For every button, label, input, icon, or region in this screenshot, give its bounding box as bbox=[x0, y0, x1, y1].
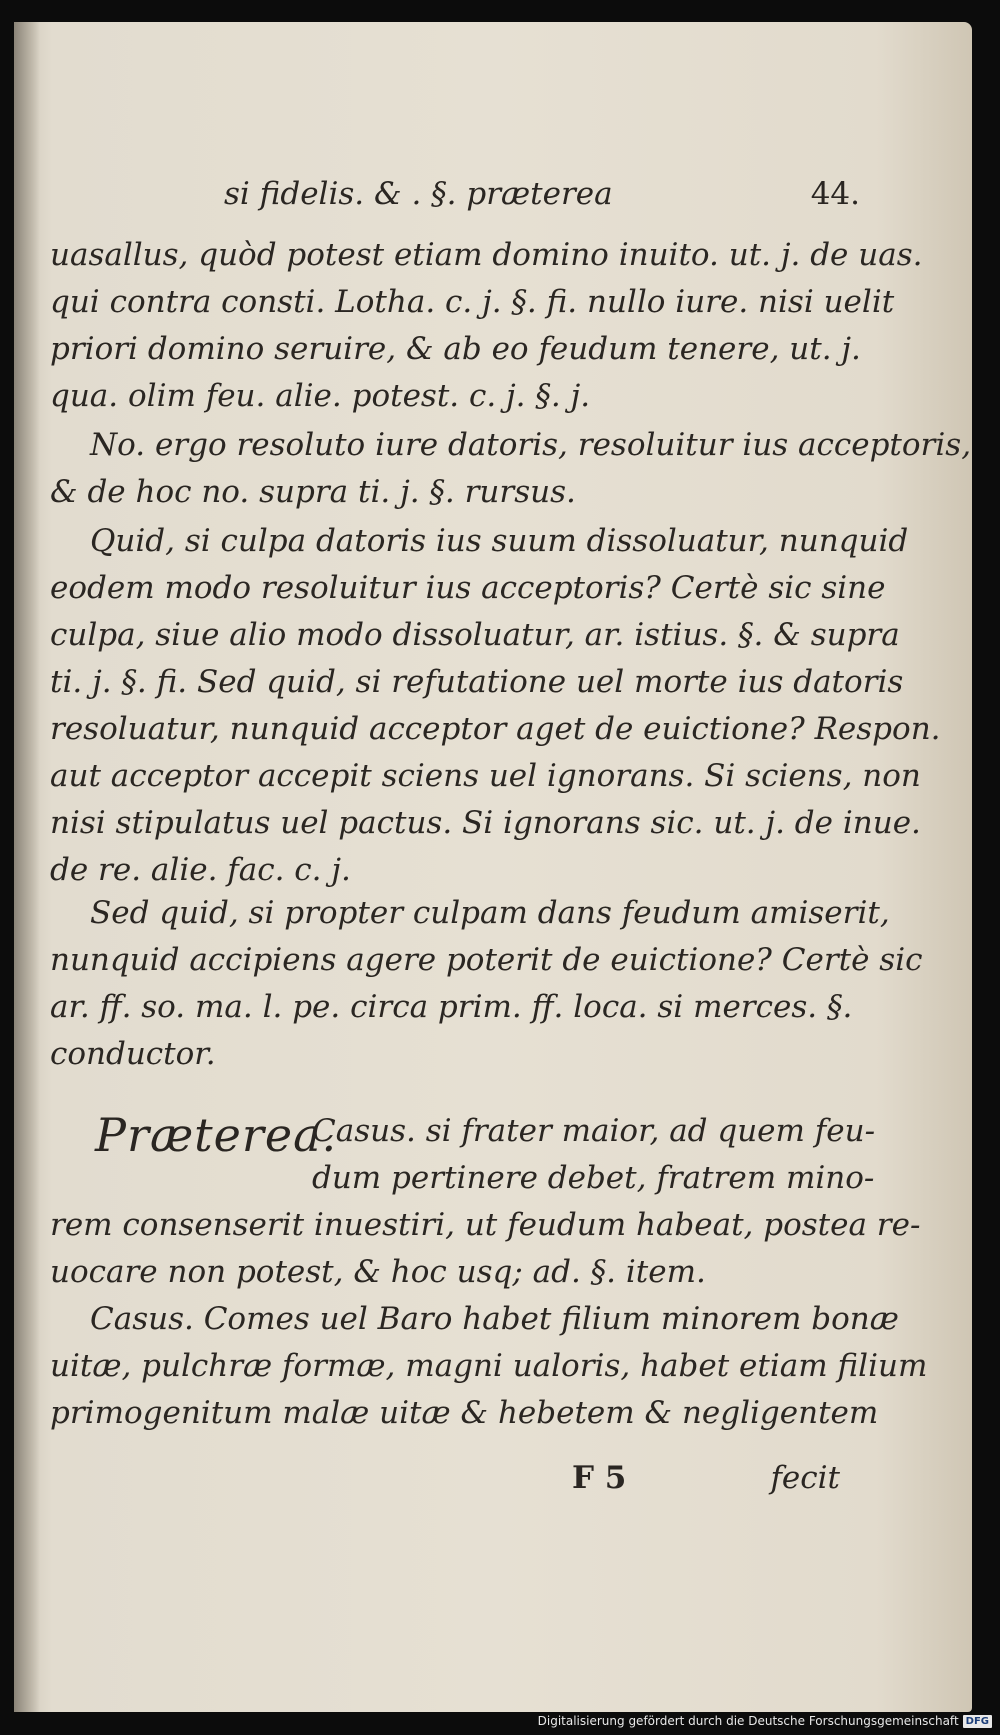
digitization-credit bbox=[538, 1709, 992, 1733]
text-line: uasallus, quòd potest etiam domino inuito. ut. j. de uas. bbox=[50, 237, 923, 273]
text-line: ar. ff. so. ma. l. pe. circa prim. ff. loca. si merces. §. bbox=[50, 989, 853, 1025]
section-lemma-praeterea: Præterea. bbox=[95, 1108, 338, 1162]
text-line: ti. j. §. fi. Sed quid, si refutatione uel morte ius datoris bbox=[50, 664, 904, 700]
dfg-logo: DFG bbox=[963, 1715, 992, 1728]
text-line: nunquid accipiens agere poterit de euictione? Certè sic bbox=[50, 942, 923, 978]
paragraph-continuation bbox=[50, 232, 923, 420]
text-line: uocare non potest, & hoc usq; ad. §. item. bbox=[50, 1254, 706, 1290]
running-header bbox=[200, 176, 860, 224]
running-title: si fidelis. & . §. præterea bbox=[224, 176, 613, 212]
credit-text: Digitalisierung gefördert durch die Deutsche Forschungsgemeinschaft bbox=[537, 1714, 959, 1728]
page-footer-signature bbox=[560, 1460, 840, 1508]
text-line: uitæ, pulchræ formæ, magni ualoris, habet etiam filium bbox=[50, 1348, 928, 1384]
text-line: & de hoc no. supra ti. j. §. rursus. bbox=[50, 474, 576, 510]
page-gutter-shadow bbox=[14, 22, 40, 1712]
casus-paragraph-part1 bbox=[312, 1108, 875, 1202]
paragraph-sed-quid bbox=[50, 890, 923, 1078]
text-line: de re. alie. fac. c. j. bbox=[50, 852, 351, 888]
text-line: eodem modo resoluitur ius acceptoris? Certè sic sine bbox=[50, 570, 886, 606]
text-line: qui contra consti. Lotha. c. j. §. fi. nullo iure. nisi uelit bbox=[50, 284, 895, 320]
page-number: 44. bbox=[810, 176, 860, 212]
paragraph-casus-comes bbox=[50, 1296, 928, 1437]
text-line: conductor. bbox=[50, 1036, 216, 1072]
text-line: resoluatur, nunquid acceptor aget de euictione? Respon. bbox=[50, 711, 941, 747]
casus-paragraph-part2 bbox=[50, 1202, 920, 1296]
paragraph-quid bbox=[50, 518, 941, 894]
text-line: No. ergo resoluto iure datoris, resoluitur ius acceptoris, bbox=[90, 427, 972, 463]
text-line: culpa, siue alio modo dissoluatur, ar. istius. §. & supra bbox=[50, 617, 900, 653]
text-line: primogenitum malæ uitæ & hebetem & negligentem bbox=[50, 1395, 879, 1431]
text-line: qua. olim feu. alie. potest. c. j. §. j. bbox=[50, 378, 591, 414]
signature-mark: F 5 bbox=[572, 1460, 627, 1496]
text-line: priori domino seruire, & ab eo feudum tenere, ut. j. bbox=[50, 331, 861, 367]
text-line: Quid, si culpa datoris ius suum dissoluatur, nunquid bbox=[90, 523, 909, 559]
catchword: fecit bbox=[770, 1460, 840, 1496]
text-line: rem consenserit inuestiri, ut feudum habeat, postea re- bbox=[50, 1207, 921, 1243]
paragraph-nota bbox=[50, 422, 972, 516]
text-line: Casus. si frater maior, ad quem feu- bbox=[312, 1113, 876, 1149]
text-line: dum pertinere debet, fratrem mino- bbox=[312, 1160, 875, 1196]
text-line: Casus. Comes uel Baro habet filium minorem bonæ bbox=[90, 1301, 899, 1337]
text-line: Sed quid, si propter culpam dans feudum amiserit, bbox=[90, 895, 890, 931]
text-line: nisi stipulatus uel pactus. Si ignorans sic. ut. j. de inue. bbox=[50, 805, 921, 841]
text-line: aut acceptor accepit sciens uel ignorans. Si sciens, non bbox=[50, 758, 921, 794]
